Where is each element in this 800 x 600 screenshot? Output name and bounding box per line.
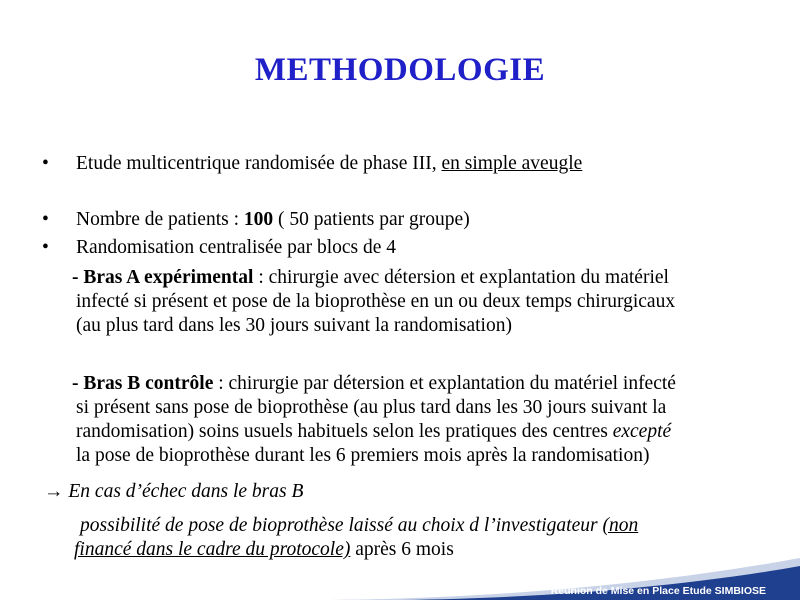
- failure-line-3-suffix: après 6 mois: [350, 539, 454, 560]
- arm-a-line-2: infecté si présent et pose de la bioprothèse en un ou deux temps chirurgicaux: [76, 291, 676, 312]
- failure-heading: → En cas d’échec dans le bras B: [44, 481, 304, 502]
- arm-a-line-1: [72, 266, 669, 290]
- arm-b-line-3-italic: excepté: [612, 421, 672, 442]
- failure-line-3-underlined: financé dans le cadre du protocole): [74, 539, 351, 560]
- arm-b-line-3-text: randomisation) soins usuels habituels selon les pratiques des centres: [76, 421, 613, 442]
- page-title: METHODOLOGIE: [254, 52, 546, 88]
- arm-a-dash: -: [72, 267, 84, 288]
- arm-b-line-2: si présent sans pose de bioprothèse (au plus tard dans les 30 jours suivant la: [76, 397, 667, 418]
- arm-b-dash: -: [72, 373, 84, 394]
- arm-b-description: : chirurgie par détersion et explantation du matériel infecté: [213, 373, 676, 394]
- bullet-patient-count: [76, 208, 470, 232]
- arm-b-label: Bras B contrôle: [83, 373, 214, 394]
- failure-line-2-underlined: (non: [602, 515, 639, 536]
- patient-count-value: 100: [243, 209, 274, 230]
- study-design-underlined: en simple aveugle: [441, 153, 583, 174]
- bullet-study-design: [76, 152, 582, 176]
- bullet-randomisation: Randomisation centralisée par blocs de 4: [76, 237, 397, 258]
- arm-a-line-3: (au plus tard dans les 30 jours suivant la randomisation): [76, 315, 512, 336]
- study-design-text: Etude multicentrique randomisée de phase III,: [76, 153, 442, 174]
- bullet-marker: •: [42, 209, 49, 230]
- failure-line-2: [80, 514, 638, 538]
- arm-b-line-3: [76, 420, 671, 444]
- patient-count-suffix: ( 50 patients par groupe): [273, 209, 470, 230]
- patient-count-prefix: Nombre de patients :: [76, 209, 244, 230]
- arm-a-label: Bras A expérimental: [83, 267, 254, 288]
- arm-a-description: : chirurgie avec détersion et explantation du matériel: [253, 267, 669, 288]
- bullet-marker: •: [42, 153, 49, 174]
- bullet-marker: •: [42, 237, 49, 258]
- arm-b-line-4: la pose de bioprothèse durant les 6 premiers mois après la randomisation): [76, 445, 650, 466]
- arm-b-line-1: [72, 372, 676, 396]
- failure-line-2-text: possibilité de pose de bioprothèse laissé au choix d l’investigateur: [80, 515, 603, 536]
- footer-text: Réunion de Mise en Place Etude SIMBIOSE: [550, 585, 766, 597]
